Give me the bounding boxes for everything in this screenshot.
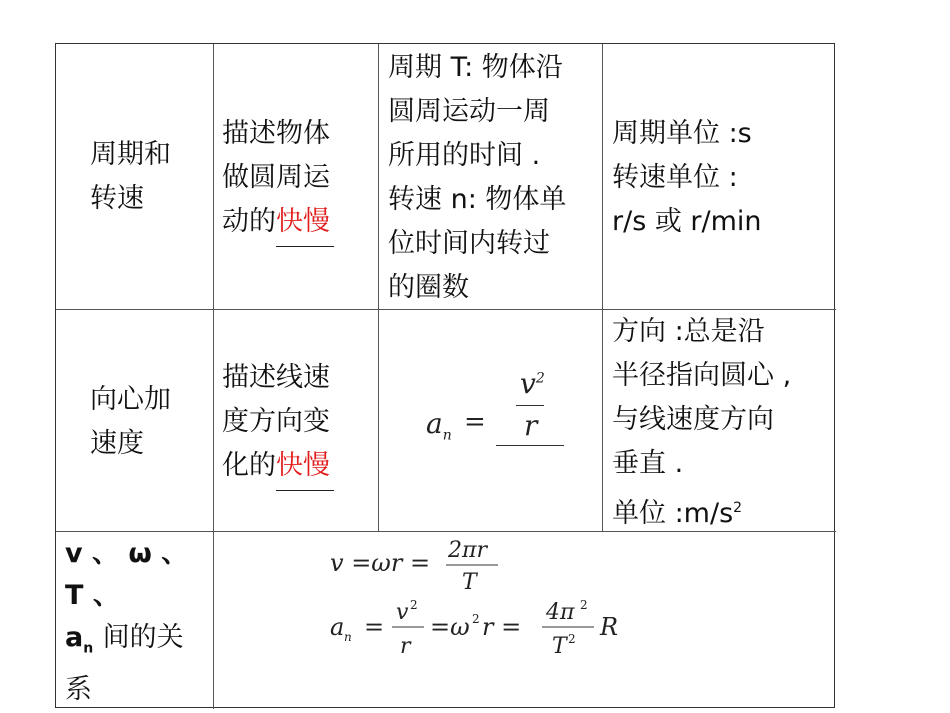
formula2-mid-sup: 2	[472, 612, 480, 626]
formula1-den: T	[462, 570, 477, 595]
row1-def-line: 位时间内转过	[388, 228, 550, 259]
row2-unit-line: 垂直 .	[612, 448, 684, 479]
row2-desc-line: 度方向变	[222, 406, 330, 437]
row1-desc	[222, 112, 334, 247]
centripetal-formula: $a_n$ = $v^2$ r	[420, 365, 580, 455]
row1-blank-answer: 快慢	[276, 200, 334, 247]
row1-definition	[388, 46, 566, 310]
row2-name	[90, 378, 171, 466]
formula2-num2: 4π	[546, 600, 575, 625]
row1-def-line: 所用的时间 .	[388, 140, 541, 171]
row1-name-line: 周期和	[90, 139, 171, 170]
formula2-lhs: a	[330, 613, 345, 641]
row2-desc-line: 描述线速	[222, 362, 330, 393]
column-divider	[213, 531, 214, 709]
row2-unit-line: 方向 :总是沿	[612, 316, 765, 347]
row2-name-line: 速度	[90, 428, 144, 459]
formula2-R: R	[600, 613, 619, 641]
formula2-den2-sup: 2	[568, 632, 576, 646]
formula2-lhs-sub: n	[344, 630, 352, 644]
row1-def-line: 转速 n: 物体单	[388, 184, 567, 215]
blank-underline	[496, 445, 564, 446]
column-divider	[213, 44, 214, 531]
row1-desc-line: 动的快慢	[222, 200, 334, 247]
formula2-num1-sup: 2	[410, 598, 418, 612]
row3-name-line: T 、	[65, 580, 120, 611]
formula2-num1: v	[396, 600, 409, 625]
row1-unit-line: 转速单位 :	[612, 162, 738, 193]
formula1-text: v =ωr =	[330, 549, 431, 577]
row1-desc-line: 做圆周运	[222, 162, 330, 193]
row2-desc	[222, 356, 334, 491]
row1-desc-line: 描述物体	[222, 118, 330, 149]
column-divider	[602, 44, 603, 531]
row1-units	[612, 112, 762, 244]
fraction-bar	[516, 405, 544, 406]
row3-name-line: v 、 ω 、	[65, 538, 189, 569]
row1-name	[90, 133, 171, 221]
formula2-den1: r	[400, 634, 411, 659]
row2-desc-line: 化的快慢	[222, 444, 334, 491]
formula2-mid: =ω	[430, 613, 470, 641]
row1-unit-line: r/s 或 r/min	[612, 206, 762, 237]
formula2-num2-sup: 2	[580, 598, 588, 612]
row2-name-line: 向心加	[90, 384, 171, 415]
row3-name-line: $a_n$ 间的关	[65, 622, 184, 657]
row2-units	[612, 310, 791, 536]
row2-unit-line: 单位 $:m/s^2$	[612, 498, 743, 529]
relation-formula-2	[320, 595, 640, 665]
row1-def-line: 的圈数	[388, 272, 469, 303]
row3-name	[65, 533, 188, 711]
formula2-mid-r: r =	[482, 613, 522, 641]
row1-unit-line: 周期单位 :s	[612, 118, 752, 149]
row3-name-line: 系	[65, 674, 92, 706]
column-divider	[378, 44, 379, 531]
relation-formula-1	[320, 535, 520, 595]
formula2-eq: =	[364, 613, 385, 641]
row2-blank-answer: 快慢	[276, 444, 334, 491]
row1-def-line: 圆周运动一周	[388, 96, 550, 127]
row2-unit-line: 半径指向圆心 ,	[612, 360, 792, 391]
row1-name-line: 转速	[90, 183, 144, 214]
row1-def-line: 周期 T: 物体沿	[388, 52, 563, 83]
formula2-den2: T	[552, 634, 567, 659]
formula1-num: 2πr	[448, 538, 487, 563]
row2-unit-line: 与线速度方向	[612, 404, 774, 435]
